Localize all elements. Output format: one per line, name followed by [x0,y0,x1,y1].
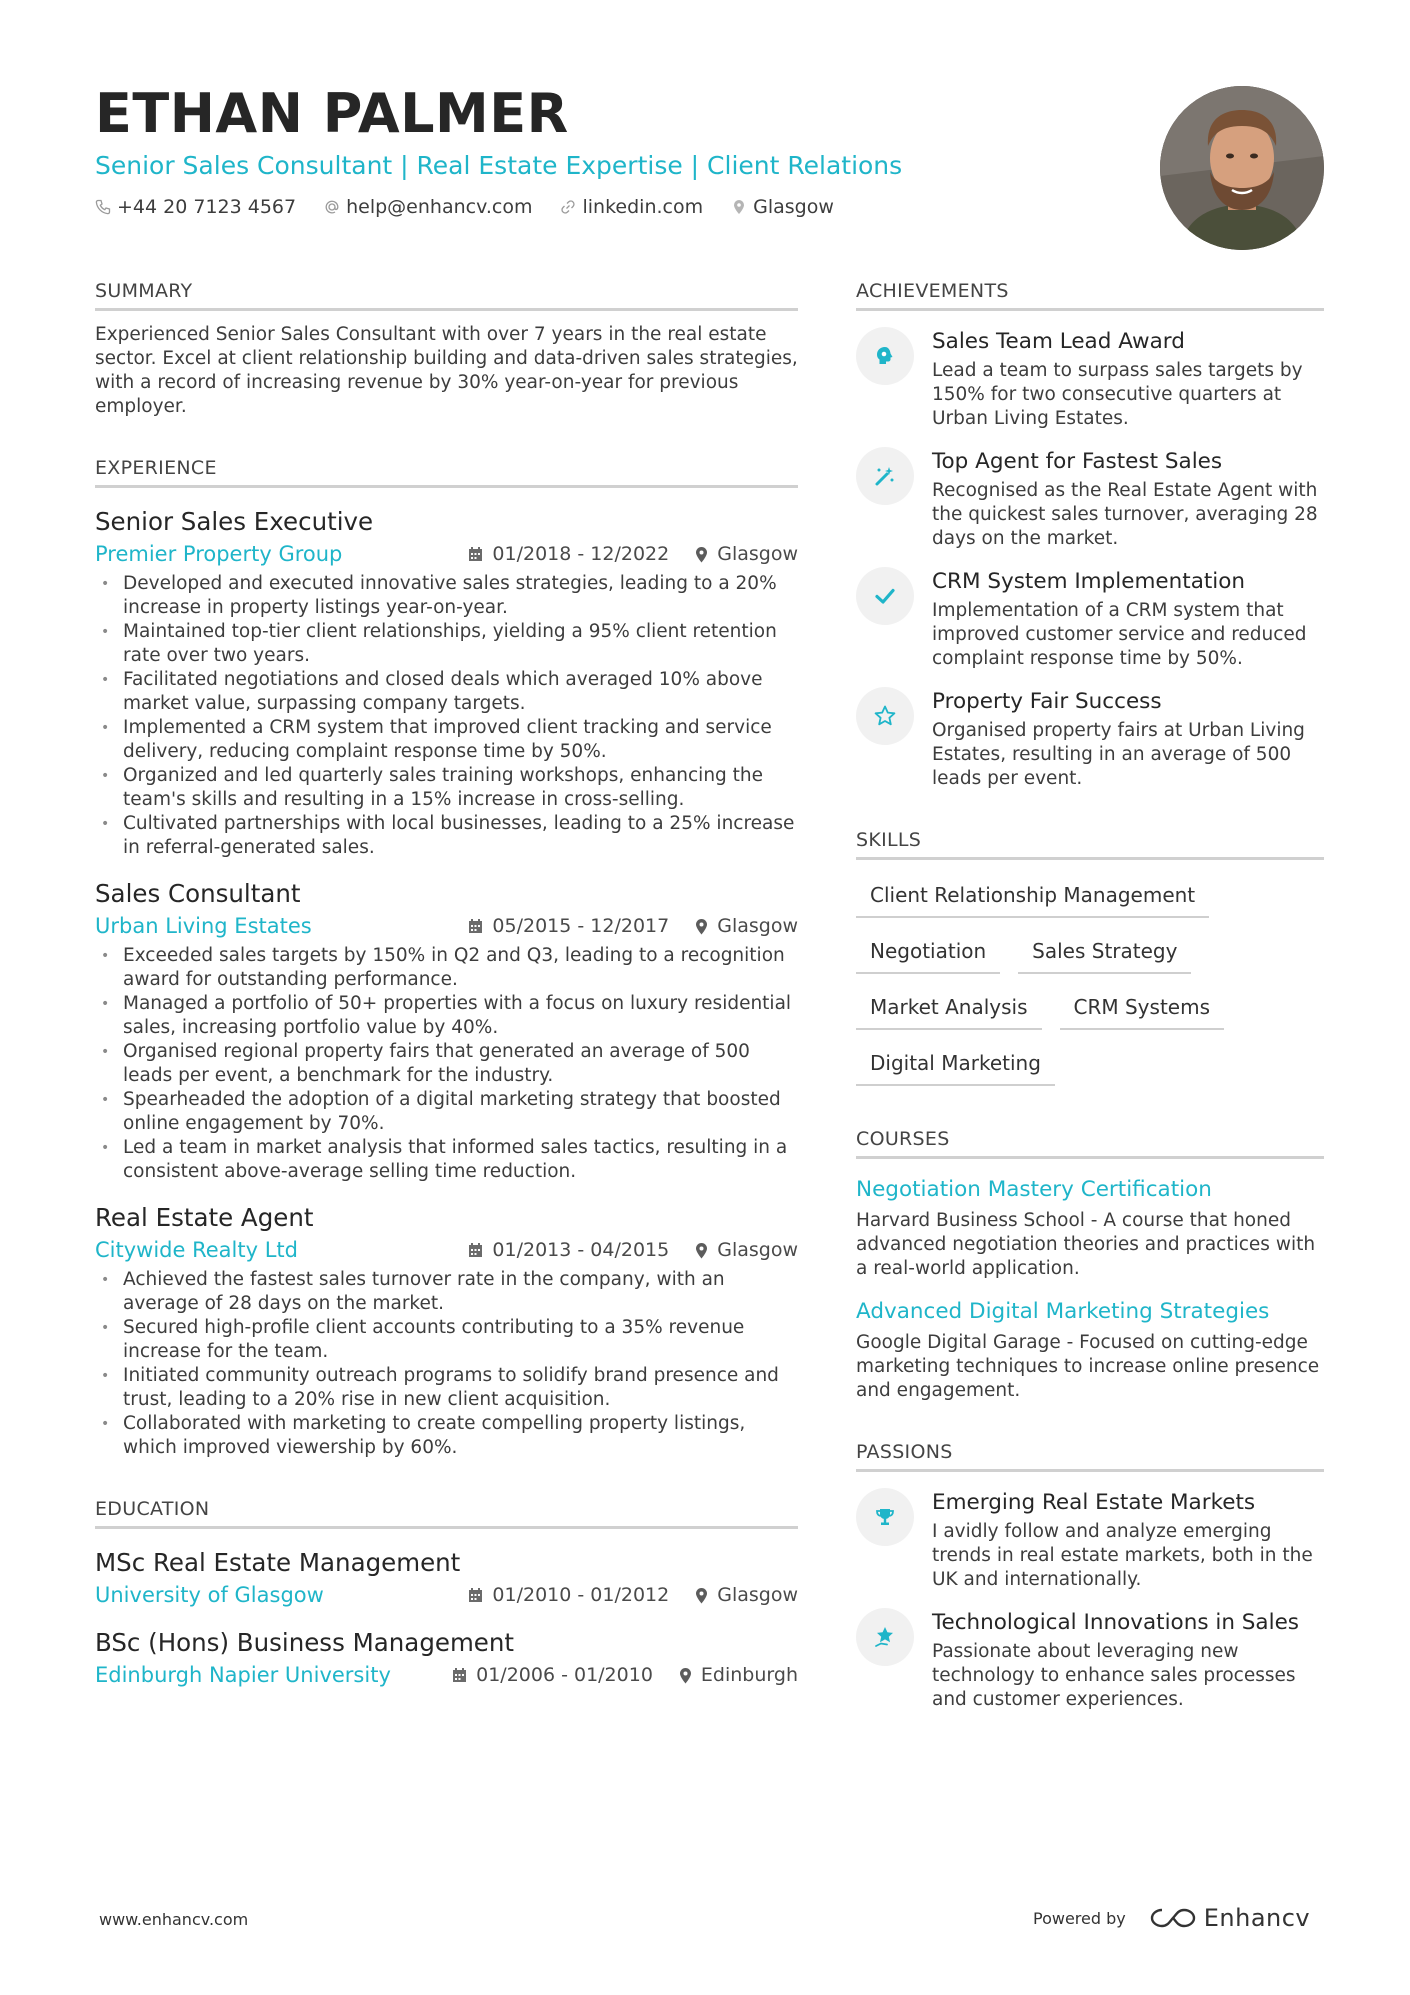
star-hand-icon [856,1608,914,1666]
job-location: Glasgow [717,915,798,937]
location-pin-icon [695,1587,708,1604]
achievement-desc: Implementation of a CRM system that improved customer service and reduced complaint response time by 50%. [932,600,1307,669]
footer-website[interactable]: www.enhancv.com [99,1910,249,1929]
education-location: Edinburgh [700,1664,798,1686]
bullet-item: • Initiated community outreach programs to solidify brand presence and trust, leading to a 20% rise in new client acquisition. [95,1364,798,1412]
profile-photo [1160,86,1324,250]
job-location: Glasgow [717,543,798,565]
skills-list-row [856,986,1324,1042]
job-bullets [95,1268,798,1460]
bullet-item: • Organized and led quarterly sales training workshops, enhancing the team's skills and resulting in a 15% increase in cross-selling. [95,764,798,812]
job-dates: 05/2015 - 12/2017 [492,915,670,937]
passion-title: Emerging Real Estate Markets [932,1490,1256,1515]
achievement-item [856,327,1324,431]
candidate-name: ETHAN PALMER [95,82,569,145]
left-column [95,278,798,1689]
passion-desc: Passionate about leveraging new technology to enhance sales processes and customer experiences. [932,1641,1296,1710]
degree-title: BSc (Hons) Business Management [95,1628,515,1657]
job-meta [95,1236,798,1264]
contact-linkedin[interactable] [560,196,703,218]
linkedin-text: linkedin.com [582,196,704,218]
achievement-item [856,687,1324,791]
school-name[interactable]: Edinburgh Napier University [95,1663,391,1687]
skills-heading: SKILLS [856,827,1324,860]
phone-text: +44 20 7123 4567 [117,196,297,218]
skill-tag: Client Relationship Management [856,874,1209,918]
experience-entry [95,1202,798,1460]
job-dates: 01/2018 - 12/2022 [492,543,670,565]
experience-entry [95,506,798,860]
achievement-desc: Recognised as the Real Estate Agent with the quickest sales turnover, averaging 28 days on the market. [932,480,1318,549]
passion-desc: I avidly follow and analyze emerging trends in real estate markets, both in the UK and internationally. [932,1521,1313,1590]
education-dates: 01/2010 - 01/2012 [492,1584,670,1606]
passions-heading: PASSIONS [856,1439,1324,1472]
passion-item [856,1608,1324,1712]
education-meta [95,1581,798,1609]
achievement-desc: Lead a team to surpass sales targets by 150% for two consecutive quarters at Urban Living Estates. [932,360,1303,429]
job-title: Real Estate Agent [95,1203,314,1232]
enhancv-logo[interactable] [1150,1904,1310,1932]
powered-by-label: Powered by [1033,1908,1126,1928]
calendar-icon [468,1587,483,1603]
achievement-desc: Organised property fairs at Urban Living Estates, resulting in an average of 500 leads per event. [932,720,1305,789]
bullet-item: • Collaborated with marketing to create compelling property listings, which improved viewership by 60%. [95,1412,798,1460]
calendar-icon [468,1242,483,1258]
passion-title: Technological Innovations in Sales [932,1610,1300,1635]
skills-list-row [856,930,1324,986]
bullet-item: • Achieved the fastest sales turnover rate in the company, with an average of 28 days on the market. [95,1268,798,1316]
bullet-item: • Maintained top-tier client relationships, yielding a 95% client retention rate over two years. [95,620,798,668]
phone-icon [95,199,111,215]
location-pin-icon [679,1667,692,1684]
headline: Senior Sales Consultant | Real Estate Expertise | Client Relations [95,151,903,180]
brand-name: Enhancv [1203,1904,1311,1932]
summary-text: Experienced Senior Sales Consultant with over 7 years in the real estate sector. Excel at client relationship building and data-driven sales strategies, with a record of increasing revenue by 30% year-on-year for previous employer. [95,324,798,417]
course-desc: Google Digital Garage - Focused on cutting-edge marketing techniques to increase online presence and engagement. [856,1332,1320,1401]
company-name[interactable]: Citywide Realty Ltd [95,1238,298,1262]
job-dates: 01/2013 - 04/2015 [492,1239,670,1261]
course-title[interactable]: Advanced Digital Marketing Strategies [856,1299,1270,1324]
skills-list-row [856,1042,1324,1098]
achievements-heading: ACHIEVEMENTS [856,278,1324,311]
calendar-icon [468,546,483,562]
contact-phone[interactable] [95,196,296,218]
achievement-title: Property Fair Success [932,689,1162,714]
school-name[interactable]: University of Glasgow [95,1583,324,1607]
degree-title: MSc Real Estate Management [95,1548,461,1577]
contact-location [731,196,834,218]
job-title: Sales Consultant [95,879,301,908]
enhancv-logo-icon [1150,1906,1196,1930]
education-heading: EDUCATION [95,1496,798,1529]
bullet-item: • Cultivated partnerships with local businesses, leading to a 25% increase in referral-generated sales. [95,812,798,860]
calendar-icon [468,918,483,934]
location-pin-icon [695,546,708,563]
contact-email[interactable] [324,196,532,218]
contact-bar [95,196,1095,218]
bullet-item: • Facilitated negotiations and closed deals which averaged 10% above market value, surpassing company targets. [95,668,798,716]
company-name[interactable]: Urban Living Estates [95,914,312,938]
course-title[interactable]: Negotiation Mastery Certification [856,1177,1212,1202]
job-meta [95,540,798,568]
job-bullets [95,572,798,860]
experience-entry [95,878,798,1184]
job-meta [95,912,798,940]
location-pin-icon [695,918,708,935]
at-icon [324,199,340,215]
job-location: Glasgow [717,1239,798,1261]
experience-heading: EXPERIENCE [95,455,798,488]
course-item [856,1297,1324,1403]
link-icon [560,199,576,215]
education-entry [95,1547,798,1609]
bullet-item: • Managed a portfolio of 50+ properties with a focus on luxury residential sales, increasing portfolio value by 40%. [95,992,798,1040]
email-text: help@enhancv.com [346,196,533,218]
bullet-item: • Developed and executed innovative sales strategies, leading to a 20% increase in property listings year-on-year. [95,572,798,620]
summary-heading: SUMMARY [95,278,798,311]
achievement-title: CRM System Implementation [932,569,1246,594]
skills-list [856,874,1324,930]
education-meta [95,1661,798,1689]
education-dates: 01/2006 - 01/2010 [476,1664,653,1686]
page-footer [0,1900,1410,1940]
bullet-item: • Implemented a CRM system that improved client tracking and service delivery, reducing complaint response time by 50%. [95,716,798,764]
skill-tag: Market Analysis [856,986,1042,1030]
brain-icon [856,327,914,385]
location-pin-icon [731,199,747,215]
skill-tag: Negotiation [856,930,1000,974]
footer-branding [1033,1904,1310,1932]
achievement-title: Sales Team Lead Award [932,329,1185,354]
trophy-icon [856,1488,914,1546]
checkmark-icon [856,567,914,625]
achievement-item [856,447,1324,551]
bullet-item: • Led a team in market analysis that informed sales tactics, resulting in a consistent above-average selling time reduction. [95,1136,798,1184]
bullet-item: • Spearheaded the adoption of a digital marketing strategy that boosted online engagement by 70%. [95,1088,798,1136]
company-name[interactable]: Premier Property Group [95,542,343,566]
bullet-item: • Organised regional property fairs that generated an average of 500 leads per event, a benchmark for the industry. [95,1040,798,1088]
skill-tag: Digital Marketing [856,1042,1055,1086]
education-entry [95,1627,798,1689]
job-bullets [95,944,798,1184]
location-pin-icon [695,1242,708,1259]
magic-wand-icon [856,447,914,505]
right-column [856,278,1324,1712]
passion-item [856,1488,1324,1592]
location-text: Glasgow [753,196,834,218]
skill-tag: Sales Strategy [1018,930,1191,974]
achievement-title: Top Agent for Fastest Sales [932,449,1223,474]
course-item [856,1175,1324,1281]
bullet-item: • Exceeded sales targets by 150% in Q2 and Q3, leading to a recognition award for outstanding performance. [95,944,798,992]
star-icon [856,687,914,745]
courses-heading: COURSES [856,1126,1324,1159]
resume-header [95,82,1095,218]
achievement-item [856,567,1324,671]
bullet-item: • Secured high-profile client accounts contributing to a 35% revenue increase for the team. [95,1316,798,1364]
skill-tag: CRM Systems [1060,986,1224,1030]
calendar-icon [452,1667,467,1683]
course-desc: Harvard Business School - A course that honed advanced negotiation theories and practices with a real-world application. [856,1210,1316,1279]
education-location: Glasgow [717,1584,798,1606]
job-title: Senior Sales Executive [95,507,374,536]
